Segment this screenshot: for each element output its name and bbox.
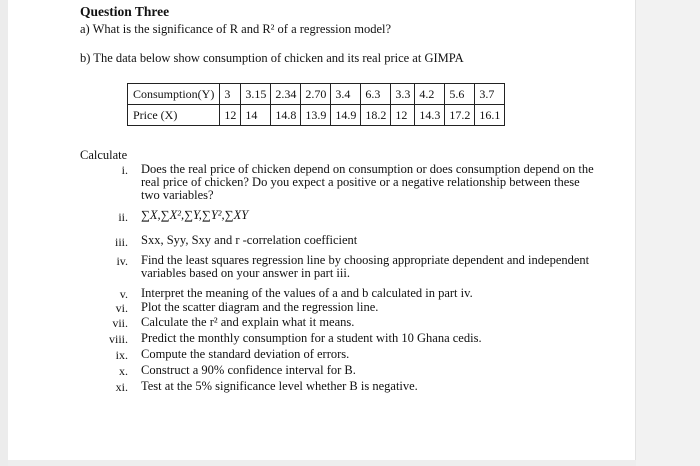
table-cell: 14.9 [331,105,361,126]
list-item: Construct a 90% confidence interval for B. [141,363,356,377]
list-item: Compute the standard deviation of errors. [141,347,350,361]
item-number: ix. [115,348,128,362]
table-cell: 3 [220,84,241,105]
table-cell: 13.9 [301,105,331,126]
frame-bottom-edge [8,460,636,466]
document-page [8,0,635,460]
item-number: x. [119,364,128,378]
frame-right-edge [635,0,700,466]
table-cell: 18.2 [361,105,391,126]
item-number: iii. [114,235,128,249]
list-item: ∑X,∑X²,∑Y,∑Y²,∑XY [141,208,249,222]
item-number: v. [119,287,128,301]
table-cell: 4.2 [415,84,445,105]
list-item: Test at the 5% significance level whether B is negative. [141,379,418,393]
list-item: Plot the scatter diagram and the regression line. [141,300,379,314]
table-cell: 3.7 [475,84,505,105]
table-cell: 6.3 [361,84,391,105]
data-table [127,83,505,126]
list-item: Predict the monthly consumption for a student with 10 Ghana cedis. [141,331,482,345]
table-cell: 14.3 [415,105,445,126]
table-cell: 12 [391,105,415,126]
table-cell: 3.15 [241,84,271,105]
item-number: vi. [115,301,128,315]
part-b-question: b) The data below show consumption of chicken and its real price at GIMPA [80,51,464,65]
item-number: iv. [116,254,128,268]
list-item: Interpret the meaning of the values of a and b calculated in part iv. [141,286,473,300]
table-cell: 14 [241,105,271,126]
table-cell: 17.2 [445,105,475,126]
table-row-price [128,105,505,126]
table-cell: 3.4 [331,84,361,105]
table-cell: 16.1 [475,105,505,126]
question-title: Question Three [80,4,170,19]
list-item: Calculate the r² and explain what it means. [141,315,355,329]
row-label-consumption: Consumption(Y) [128,84,220,105]
calculate-heading: Calculate [80,148,128,162]
table-cell: 2.34 [271,84,301,105]
frame-left-edge [0,0,8,466]
table-cell: 5.6 [445,84,475,105]
item-number: ii. [118,210,128,224]
row-label-price: Price (X) [128,105,220,126]
table-cell: 12 [220,105,241,126]
item-number: xi. [115,380,128,394]
list-item: Does the real price of chicken depend on consumption or does consumption depend on the real price of chicken? Do you expect a positive or a negative relationship between these two variables? [141,162,594,202]
item-number: vii. [112,316,128,330]
part-a-question: a) What is the significance of R and R² of a regression model? [80,22,392,36]
table-cell: 3.3 [391,84,415,105]
table-cell: 14.8 [271,105,301,126]
table-cell: 2.70 [301,84,331,105]
list-item: Sxx, Syy, Sxy and r -correlation coefficient [141,233,358,247]
item-number: i. [121,163,128,177]
table-row-consumption [128,84,505,105]
item-number: viii. [108,332,128,346]
list-item: Find the least squares regression line by choosing appropriate dependent and independent variables based on your answer in part iii. [141,253,590,280]
